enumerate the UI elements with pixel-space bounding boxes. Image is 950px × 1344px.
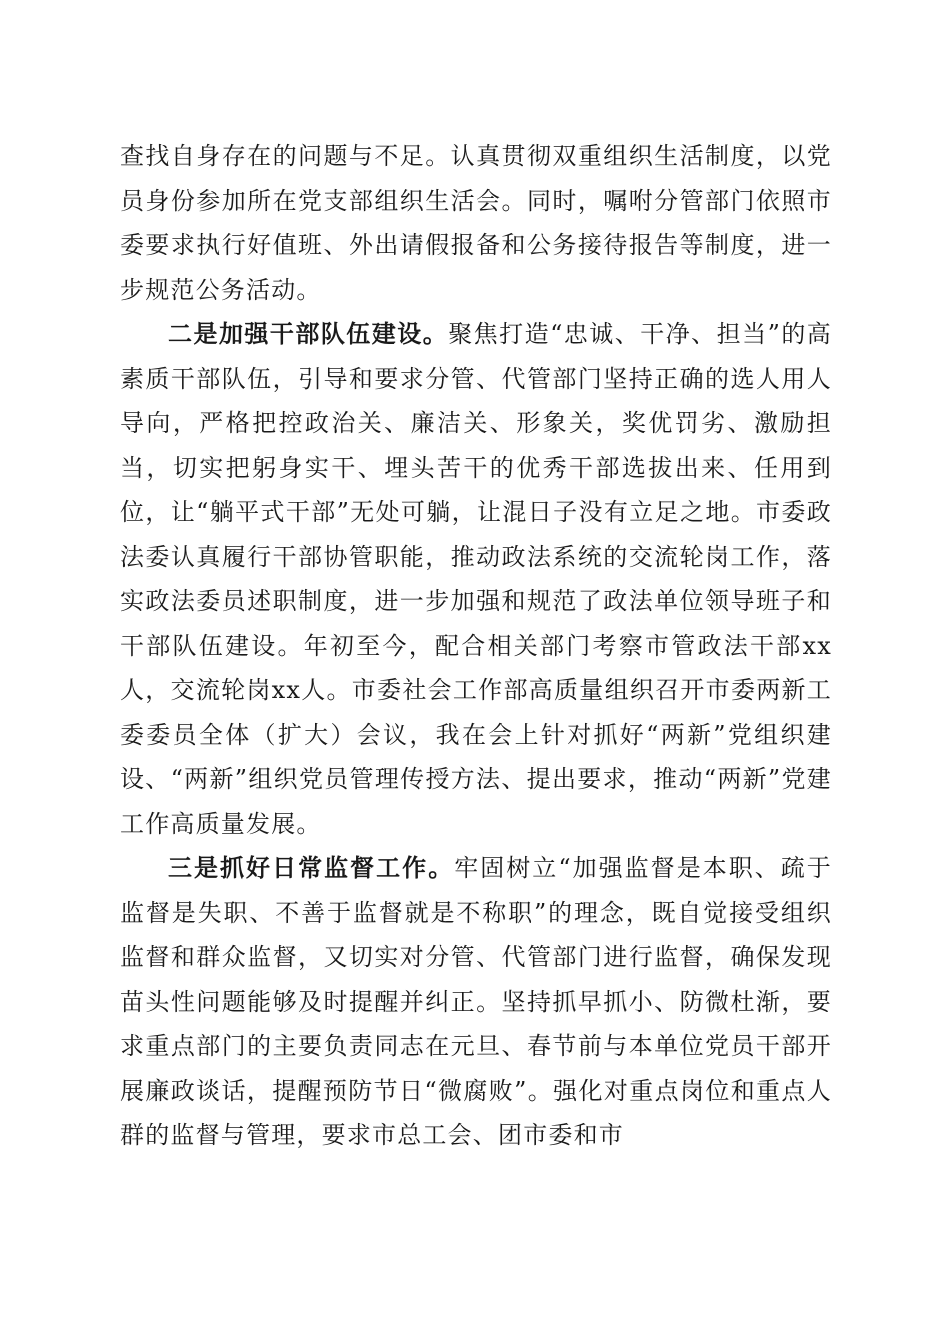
- paragraph-heading: 二是加强干部队伍建设。: [168, 320, 449, 348]
- paragraph-cadre-team: [120, 312, 832, 846]
- paragraph-continuation: [120, 134, 832, 312]
- paragraph-text: 查找自身存在的问题与不足。认真贯彻双重组织生活制度，以党员身份参加所在党支部组织生活会。同时，嘱咐分管部门依照市委要求执行好值班、外出请假报备和公务接待报告等制度，进一步规范公务活动。: [120, 142, 832, 304]
- document-page: [120, 134, 832, 1158]
- paragraph-daily-supervision: [120, 846, 832, 1158]
- paragraph-text: 聚焦打造“忠诚、干净、担当”的高素质干部队伍，引导和要求分管、代管部门坚持正确的选人用人导向，严格把控政治关、廉洁关、形象关，奖优罚劣、激励担当，切实把躬身实干、埋头苦干的优秀干部选拔出来、任用到位，让“躺平式干部”无处可躺，让混日子没有立足之地。市委政法委认真履行干部协管职能，推动政法系统的交流轮岗工作，落实政法委员述职制度，进一步加强和规范了政法单位领导班子和干部队伍建设。年初至今，配合相关部门考察市管政法干部xx人，交流轮岗xx人。市委社会工作部高质量组织召开市委两新工委委员全体（扩大）会议，我在会上针对抓好“两新”党组织建设、“两新”组织党员管理传授方法、提出要求，推动“两新”党建工作高质量发展。: [120, 320, 832, 838]
- paragraph-text: 牢固树立“加强监督是本职、疏于监督是失职、不善于监督就是不称职”的理念，既自觉接受组织监督和群众监督，又切实对分管、代管部门进行监督，确保发现苗头性问题能够及时提醒并纠正。坚持抓早抓小、防微杜渐，要求重点部门的主要负责同志在元旦、春节前与本单位党员干部开展廉政谈话，提醒预防节日“微腐败”。强化对重点岗位和重点人群的监督与管理，要求市总工会、团市委和市: [120, 854, 832, 1149]
- paragraph-heading: 三是抓好日常监督工作。: [168, 854, 455, 882]
